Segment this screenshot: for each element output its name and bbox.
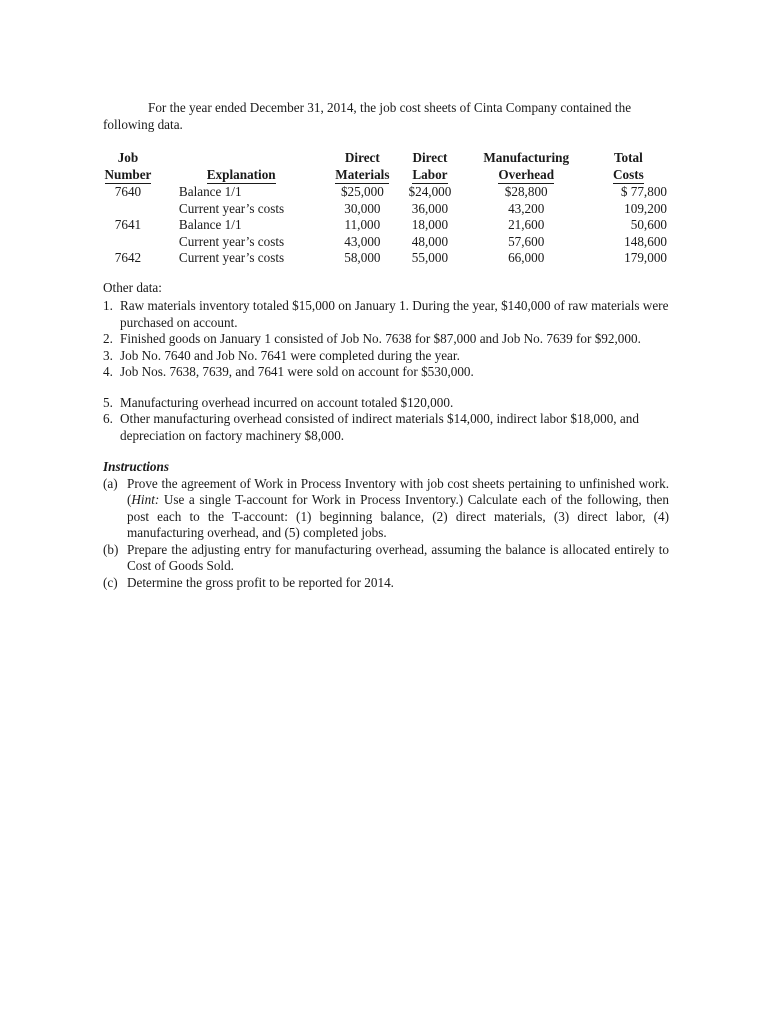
list-item [103, 395, 669, 412]
instruction-marker: (c) [103, 574, 118, 590]
header-explanation-label: Explanation [207, 167, 276, 185]
list-item-text: Job Nos. 7638, 7639, and 7641 were sold on account for $530,000. [120, 364, 474, 379]
intro-paragraph: For the year ended December 31, 2014, the job cost sheets of Cinta Company contained the following data. [103, 100, 632, 132]
cell-job [103, 201, 153, 218]
cell-explanation: Current year’s costs [178, 250, 285, 265]
list-item-text: Other manufacturing overhead consisted of indirect materials $14,000, indirect labor $18,000, and depreciation on factory machinery $8,000. [120, 411, 639, 443]
instruction-text: Prepare the adjusting entry for manufacturing overhead, assuming the balance is allocated entirely to Cost of Goods Sold. [127, 541, 669, 573]
list-spacer [103, 381, 669, 395]
list-item-text: Manufacturing overhead incurred on account totaled $120,000. [120, 394, 454, 410]
instruction-item-a [103, 476, 669, 542]
cell-job [103, 234, 153, 251]
table-row [103, 250, 669, 267]
hint-label: Hint: [131, 492, 160, 507]
cell-explanation: Current year’s costs [178, 200, 285, 216]
list-item-number: 3. [103, 347, 113, 363]
list-item-text: Job No. 7640 and Job No. 7641 were completed during the year. [120, 347, 460, 363]
instruction-text-part1: Prove the agreement of Work in Process Inventory with job cost sheets pertaining to unfinished work. ( [127, 475, 669, 507]
header-direct-materials [330, 150, 396, 184]
list-item-number: 6. [103, 411, 113, 426]
list-item [103, 411, 669, 444]
table-header-row [103, 150, 669, 184]
list-item [103, 364, 669, 381]
list-item-number: 1. [103, 298, 113, 313]
cell-manufacturing-overhead: $28,800 [504, 184, 548, 199]
cell-direct-labor: 55,000 [411, 250, 449, 265]
instructions-list [103, 476, 669, 592]
cell-job: 7640 [114, 184, 142, 199]
other-data-list [103, 298, 669, 381]
header-mo-line1: Manufacturing [483, 150, 570, 165]
cell-direct-labor: 18,000 [411, 217, 449, 232]
cell-direct-materials: 11,000 [344, 217, 381, 232]
instruction-text: Determine the gross profit to be reported for 2014. [127, 574, 394, 590]
cell-explanation: Balance 1/1 [178, 217, 242, 232]
cell-explanation: Balance 1/1 [178, 184, 242, 199]
cell-total-costs: 179,000 [624, 250, 667, 265]
cell-manufacturing-overhead: 57,600 [508, 233, 545, 249]
list-item-number: 2. [103, 331, 113, 346]
table-row [103, 234, 669, 251]
header-tc-line1: Total [613, 150, 643, 165]
cell-job: 7642 [114, 250, 142, 265]
table-row [103, 184, 669, 201]
other-data-list-continued [103, 395, 669, 445]
instruction-item-b [103, 542, 669, 575]
header-dl-line1: Direct [412, 150, 448, 165]
cell-direct-labor: 36,000 [411, 200, 449, 216]
cell-direct-labor: $24,000 [408, 184, 452, 199]
header-dl-line2: Labor [412, 167, 447, 185]
cell-job: 7641 [114, 217, 142, 232]
header-dm-line1: Direct [344, 150, 380, 165]
header-job-line2: Number [105, 167, 152, 185]
header-explanation [153, 150, 330, 184]
header-mo-line2: Overhead [498, 167, 554, 185]
list-item [103, 348, 669, 365]
cell-direct-materials: $25,000 [340, 184, 384, 199]
header-total-costs [588, 150, 669, 184]
instruction-text-part2: Use a single T-account for Work in Process Inventory.) Calculate each of the following, then post each to the T-account: (1) beginning balance, (2) direct materials, (3) direct labor, (4) manufacturing overhead, and (5) completed jobs. [127, 492, 669, 540]
cell-explanation: Current year’s costs [178, 233, 285, 249]
header-job-line1: Job [117, 150, 139, 165]
table-row [103, 201, 669, 218]
list-item-text: Raw materials inventory totaled $15,000 on January 1. During the year, $140,000 of raw materials were purchased on account. [120, 298, 669, 330]
instructions-heading: Instructions [103, 459, 169, 474]
instruction-marker: (a) [103, 475, 118, 491]
list-item-text: Finished goods on January 1 consisted of Job No. 7638 for $87,000 and Job No. 7639 for $92,000. [120, 331, 641, 346]
other-data-heading: Other data: [103, 279, 162, 295]
instruction-marker: (b) [103, 541, 119, 557]
cell-total-costs: 109,200 [624, 200, 667, 216]
list-item-number: 4. [103, 364, 113, 379]
header-dm-line2: Materials [335, 167, 389, 185]
list-item-number: 5. [103, 394, 113, 410]
cell-total-costs: $ 77,800 [620, 184, 667, 199]
cell-direct-materials: 58,000 [344, 250, 381, 265]
header-manufacturing-overhead [465, 150, 588, 184]
instruction-item-c [103, 575, 669, 592]
cell-manufacturing-overhead: 43,200 [508, 200, 545, 216]
cell-manufacturing-overhead: 66,000 [508, 250, 545, 265]
header-direct-labor [395, 150, 464, 184]
table-row [103, 217, 669, 234]
header-tc-line2: Costs [613, 167, 644, 185]
job-cost-table [103, 150, 669, 267]
cell-direct-materials: 43,000 [344, 233, 381, 249]
cell-manufacturing-overhead: 21,600 [508, 217, 545, 232]
list-item [103, 298, 669, 331]
cell-direct-labor: 48,000 [411, 233, 449, 249]
header-job-number [103, 150, 153, 184]
cell-direct-materials: 30,000 [344, 200, 381, 216]
list-item [103, 331, 669, 348]
problem-page [103, 100, 669, 591]
cell-total-costs: 50,600 [630, 217, 667, 232]
cell-total-costs: 148,600 [624, 233, 667, 249]
